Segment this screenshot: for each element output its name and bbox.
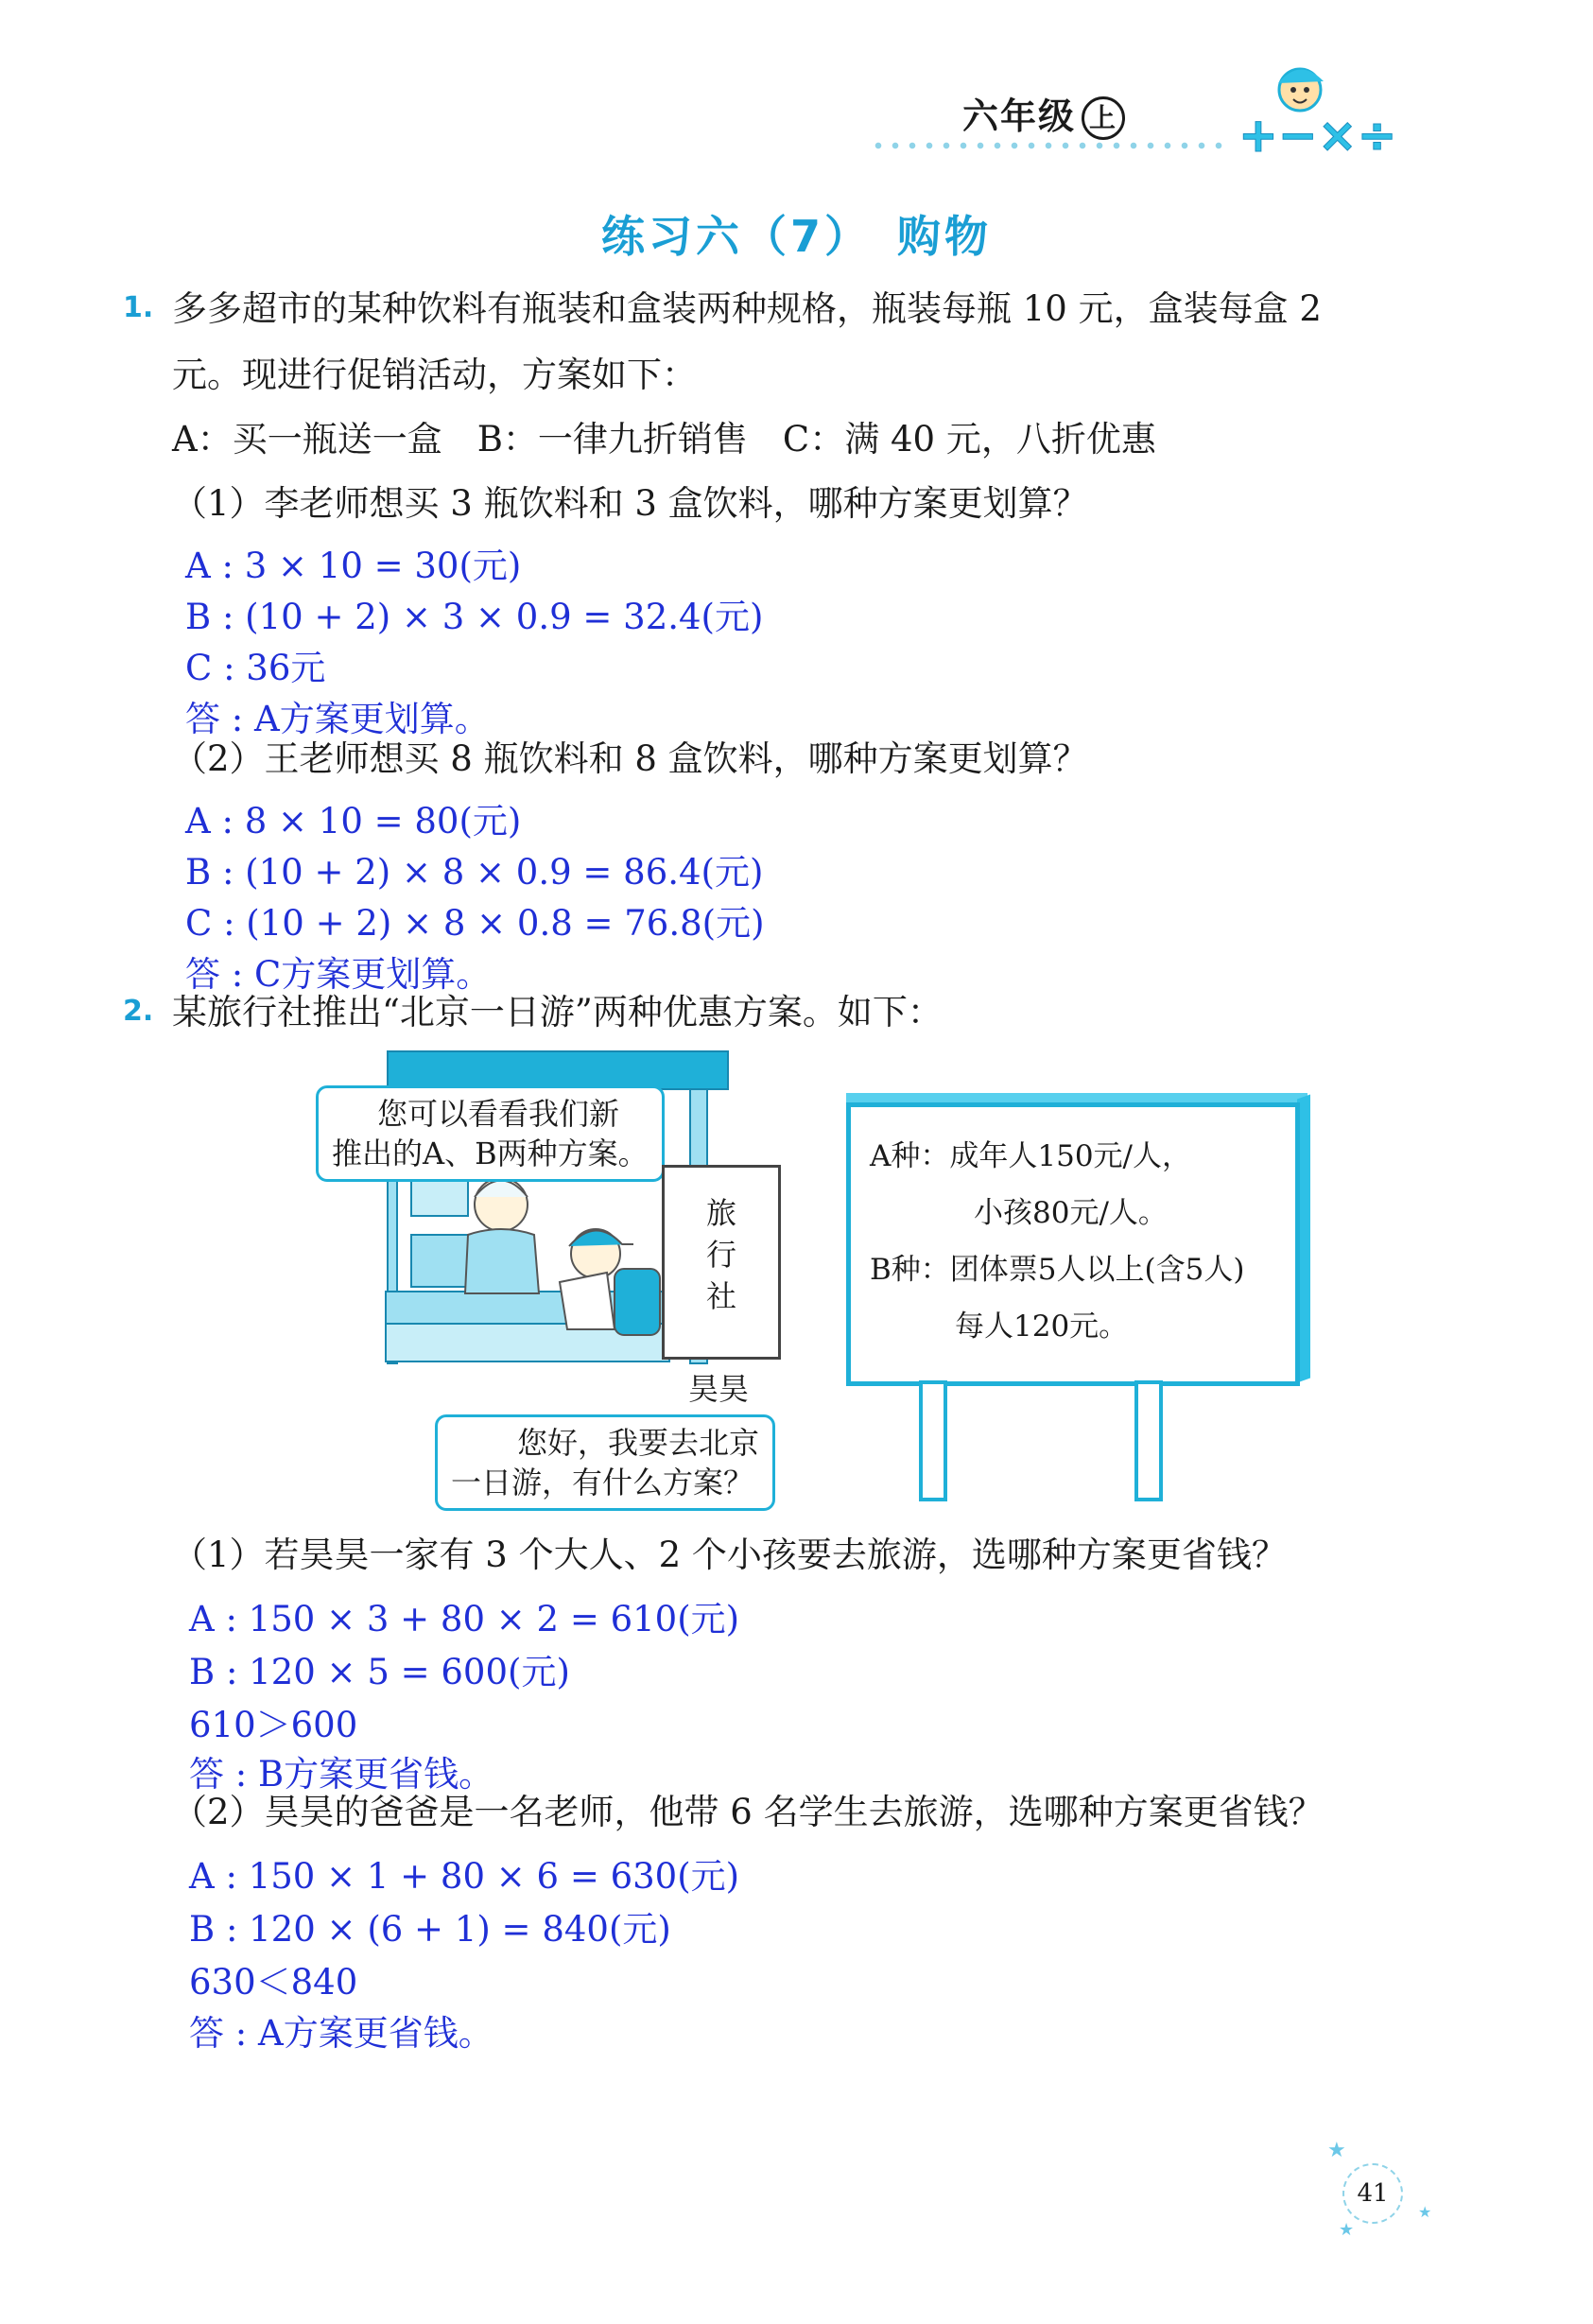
speech-bubble-haohao-line2: 一日游，有什么方案？ [451,1465,754,1500]
billboard-plan-a-line1: A种：成年人150元/人， [870,1139,1192,1173]
q2-sub1-calc-a: A : 150 × 3 + 80 × 2 = 610(元) [189,1599,740,1639]
math-mascot-logo [1229,57,1418,161]
question-2-number: 2. [123,995,154,1028]
grade-label [962,87,1125,140]
q2-line1: 某旅行社推出“北京一日游”两种优惠方案。如下： [172,992,943,1032]
q1-sub2-calc-b: B : (10 + 2) × 8 × 0.9 = 86.4(元) [185,852,764,893]
q2-sub2-calc-b: B : 120 × (6 + 1) = 840(元) [189,1909,671,1950]
q2-sub2-answer: 答 : A方案更省钱。 [189,2013,493,2054]
q2-sub1-compare: 610＞600 [189,1705,358,1745]
q2-sub1-answer: 答 : B方案更省钱。 [189,1754,494,1795]
speech-bubble-staff-line1: 您可以看看我们新 [377,1096,620,1132]
q1-options: A：买一瓶送一盒 B：一律九折销售 C：满 40 元，八折优惠 [172,419,1156,460]
q1-sub2-answer: 答 : C方案更划算。 [185,954,492,995]
q1-sub1-calc-c: C : 36元 [185,648,326,688]
volume-badge: 上 [1082,96,1125,140]
q1-line1: 多多超市的某种饮料有瓶装和盒装两种规格，瓶装每瓶 10 元，盒装每盒 2 [172,288,1322,329]
q1-sub1-answer: 答 : A方案更划算。 [185,699,490,739]
svg-text:+−×÷: +−×÷ [1238,108,1397,161]
page-title: 练习六（7） 购物 [600,211,992,262]
billboard-plan-a-line2: 小孩80元/人。 [974,1196,1168,1230]
billboard-plan-b-line1: B种：团体票5人以上(含5人) [870,1253,1245,1287]
star-decoration-bottom-icon: ★ [1339,2220,1355,2240]
q1-sub2-calc-a: A : 8 × 10 = 80(元) [185,801,522,841]
q1-line2: 元。现进行促销活动，方案如下： [172,355,697,395]
q1-sub1-calc-b: B : (10 + 2) × 3 × 0.9 = 32.4(元) [185,597,764,637]
grade-text: 六年级 [962,95,1077,137]
header-dotted-line [870,142,1229,149]
speech-bubble-staff-line2: 推出的A、B两种方案。 [332,1136,649,1171]
billboard-plan-b-line2: 每人120元。 [955,1309,1129,1344]
billboard-left-leg [919,1380,947,1501]
q2-sub1-calc-b: B : 120 × 5 = 600(元) [189,1652,570,1692]
question-1-number: 1. [123,291,154,324]
q1-sub1-calc-a: A : 3 × 10 = 30(元) [185,546,522,586]
character-name-haohao: 昊昊 [688,1371,750,1407]
speech-bubble-staff [316,1085,665,1182]
speech-bubble-haohao-line1: 您好，我要去北京 [517,1425,760,1461]
q2-sub1-question: （1）若昊昊一家有 3 个大人、2 个小孩要去旅游，选哪种方案更省钱？ [172,1535,1287,1575]
speech-bubble-haohao [435,1414,775,1511]
star-decoration-small-icon: ★ [1418,2203,1432,2221]
q2-sub2-calc-a: A : 150 × 1 + 80 × 6 = 630(元) [189,1856,740,1897]
q1-sub2-question: （2）王老师想买 8 瓶饮料和 8 盒饮料，哪种方案更划算？ [172,738,1088,779]
star-decoration-icon: ★ [1327,2139,1346,2162]
billboard-right-leg [1134,1380,1163,1501]
page-number: 41 [1342,2163,1403,2224]
travel-agency-sign [662,1165,781,1360]
q2-sub2-question: （2）昊昊的爸爸是一名老师，他带 6 名学生去旅游，选哪种方案更省钱？ [172,1792,1324,1832]
billboard [846,1102,1300,1386]
q1-sub1-question: （1）李老师想买 3 瓶饮料和 3 盒饮料，哪种方案更划算？ [172,483,1088,524]
sign-char-2: 行 [705,1237,736,1273]
q1-sub2-calc-c: C : (10 + 2) × 8 × 0.8 = 76.8(元) [185,903,765,944]
sign-char-1: 旅 [705,1195,736,1231]
sign-char-3: 社 [705,1278,736,1314]
q2-sub2-compare: 630＜840 [189,1962,358,2003]
